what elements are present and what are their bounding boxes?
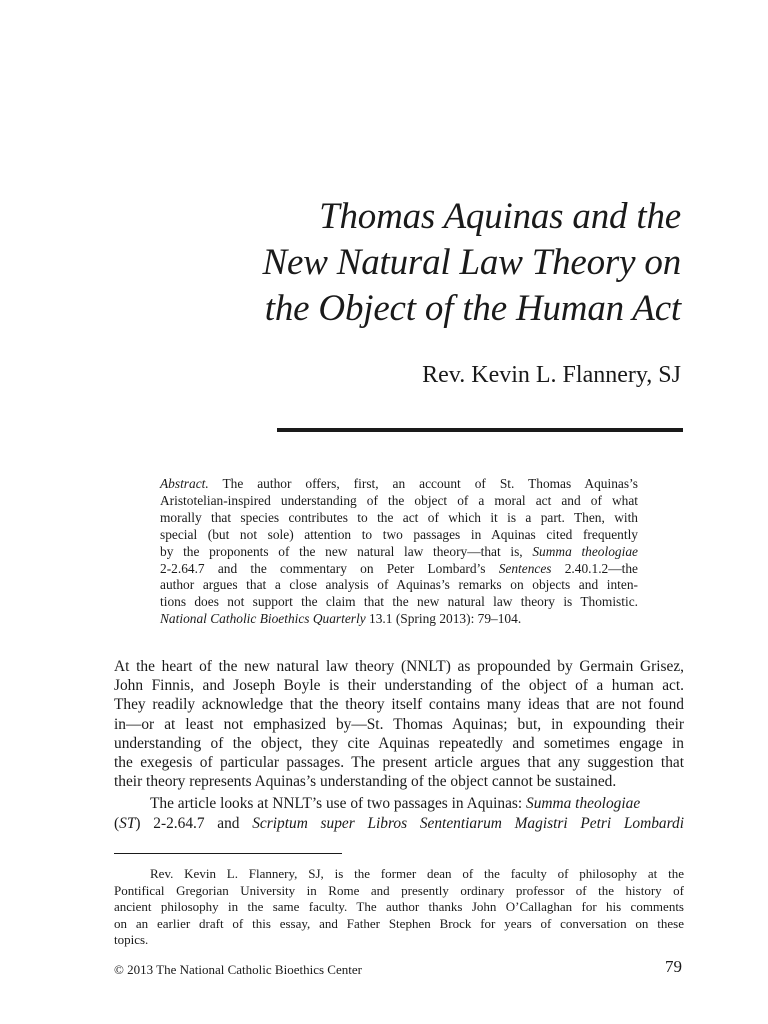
body-line: The article looks at NNLT’s use of two passages in Aquinas: Summa theologiae: [150, 795, 641, 813]
body-line: in—or at least not emphasized by—St. Thomas Aquinas; but, in expounding their: [114, 715, 684, 733]
copyright-notice: © 2013 The National Catholic Bioethics Center: [114, 962, 362, 977]
body-line: John Finnis, and Joseph Boyle is their understanding of the object of a human act.: [114, 677, 684, 695]
article-title: [263, 194, 682, 332]
abstract-line: by the proponents of the new natural law theory—that is, Summa theologiae: [160, 543, 638, 559]
body-line: (ST) 2-2.64.7 and Scriptum super Libros Sententiarum Magistri Petri Lombardi: [114, 814, 685, 832]
abstract-line: author argues that a close analysis of Aquinas’s remarks on objects and inten-: [160, 577, 638, 593]
abstract: [160, 476, 638, 628]
abstract-line: Abstract. The author offers, first, an account of St. Thomas Aquinas’s: [160, 476, 638, 491]
body-line: their theory represents Aquinas’s understanding of the object cannot be sustained.: [114, 773, 617, 791]
abstract-line: morally that species contributes to the act of which it is a part. Then, with: [160, 509, 638, 525]
page-number: 79: [665, 957, 682, 976]
journal-name: National Catholic Bioethics Quarterly: [160, 611, 366, 627]
abstract-line: tions does not support the claim that the new natural law theory is Thomistic.: [160, 594, 638, 610]
title-line: Thomas Aquinas and the: [319, 196, 681, 237]
title-line: the Object of the Human Act: [264, 288, 681, 329]
title-rule: [277, 428, 683, 432]
citation-line: National Catholic Bioethics Quarterly 13.1 (Spring 2013): 79–104.: [160, 611, 522, 627]
footnote: [114, 866, 684, 949]
author-byline: Rev. Kevin L. Flannery, SJ: [422, 362, 681, 388]
title-line: New Natural Law Theory on: [262, 242, 681, 283]
footnote-line: on an earlier draft of this essay, and Father Stephen Brock for years of conversation on these: [114, 915, 684, 931]
body-text: [114, 657, 684, 833]
footnote-rule: [114, 853, 342, 854]
abstract-line: Aristotelian-inspired understanding of the object of a moral act and of what: [160, 492, 638, 508]
footnote-line: Pontifical Gregorian University in Rome and presently ordinary professor of the history of: [114, 882, 684, 898]
body-line: the exegesis of particular passages. The present article argues that any suggestion that: [114, 754, 684, 772]
body-line: At the heart of the new natural law theory (NNLT) as propounded by Germain Grisez,: [114, 658, 684, 675]
body-line: They readily acknowledge that the theory itself contains many ideas that are not found: [114, 696, 684, 714]
abstract-line: special (but not sole) attention to two passages in Aquinas cited frequently: [160, 526, 638, 542]
abstract-label: Abstract.: [160, 476, 209, 491]
footnote-line: ancient philosophy in the same faculty. The author thanks John O’Callaghan for his comments: [114, 899, 684, 915]
footnote-line: Rev. Kevin L. Flannery, SJ, is the former dean of the faculty of philosophy at the: [150, 866, 684, 881]
footnote-line: topics.: [114, 932, 149, 948]
body-line: understanding of the object, they cite Aquinas repeatedly and sometimes engage in: [114, 734, 684, 752]
abstract-line: 2-2.64.7 and the commentary on Peter Lombard’s Sentences 2.40.1.2—the: [160, 560, 638, 576]
